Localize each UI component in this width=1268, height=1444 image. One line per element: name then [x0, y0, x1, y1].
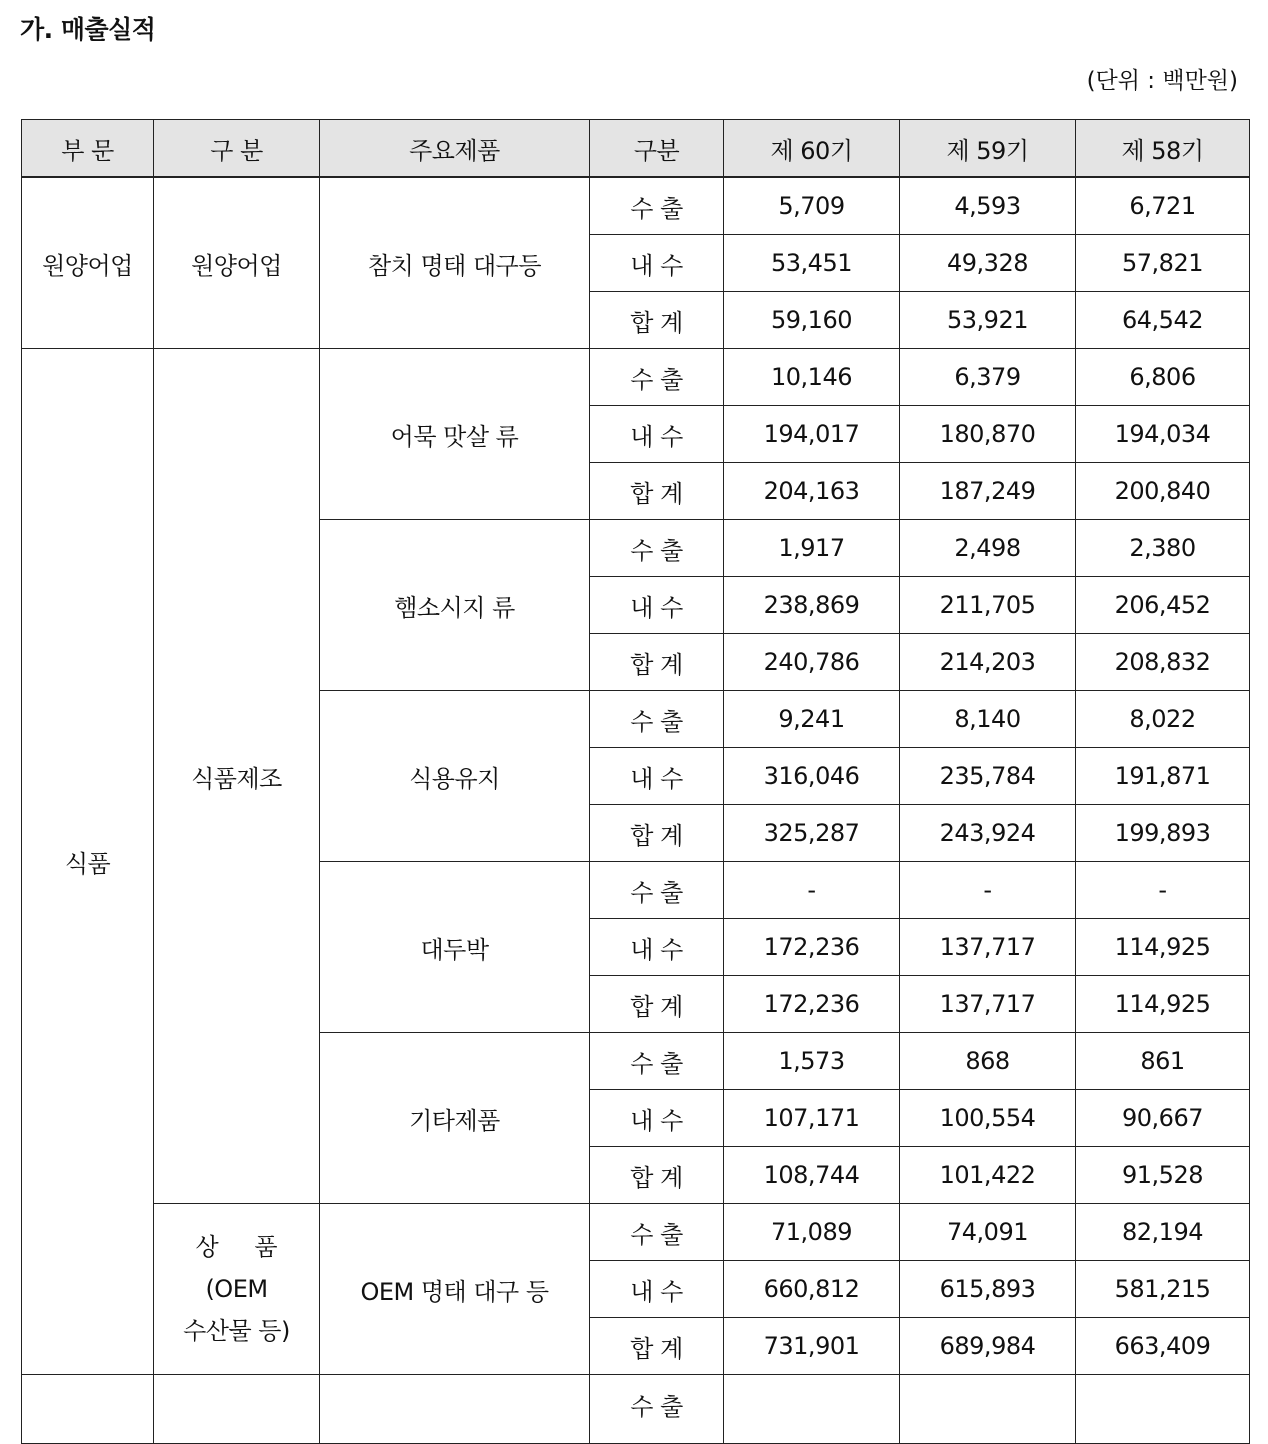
type-cell: 수 출	[590, 177, 724, 235]
value-cell	[900, 1375, 1076, 1444]
dept-cell	[22, 1375, 154, 1444]
value-cell: 114,925	[1076, 919, 1250, 976]
header-dept: 부 문	[22, 120, 154, 178]
category-cell	[154, 1375, 320, 1444]
type-cell: 합 계	[590, 1147, 724, 1204]
product-cell: 햄소시지 류	[320, 520, 590, 691]
value-cell: 238,869	[724, 577, 900, 634]
value-cell	[1076, 1375, 1250, 1444]
value-cell: 107,171	[724, 1090, 900, 1147]
table-row-partial	[22, 1375, 1250, 1444]
category-cell	[154, 1204, 320, 1375]
value-cell: 172,236	[724, 976, 900, 1033]
value-cell: 214,203	[900, 634, 1076, 691]
value-cell: 100,554	[900, 1090, 1076, 1147]
value-cell: 64,542	[1076, 292, 1250, 349]
value-cell: 6,379	[900, 349, 1076, 406]
unit-label: (단위 : 백만원)	[1086, 68, 1238, 94]
value-cell: 57,821	[1076, 235, 1250, 292]
header-period-58: 제 58기	[1076, 120, 1250, 178]
type-cell: 내 수	[590, 748, 724, 805]
type-cell: 수 출	[590, 1204, 724, 1261]
header-period-60: 제 60기	[724, 120, 900, 178]
value-cell: 4,593	[900, 177, 1076, 235]
dept-cell: 원양어업	[22, 177, 154, 349]
value-cell: 206,452	[1076, 577, 1250, 634]
header-category: 구 분	[154, 120, 320, 178]
value-cell: 137,717	[900, 976, 1076, 1033]
type-cell: 수 출	[590, 862, 724, 919]
value-cell: 49,328	[900, 235, 1076, 292]
type-cell: 내 수	[590, 577, 724, 634]
value-cell: 53,451	[724, 235, 900, 292]
value-cell: 91,528	[1076, 1147, 1250, 1204]
value-cell: 660,812	[724, 1261, 900, 1318]
value-cell: 1,917	[724, 520, 900, 577]
value-cell: 316,046	[724, 748, 900, 805]
value-cell: 6,721	[1076, 177, 1250, 235]
type-cell: 내 수	[590, 235, 724, 292]
value-cell: 172,236	[724, 919, 900, 976]
value-cell: -	[900, 862, 1076, 919]
value-cell: -	[724, 862, 900, 919]
type-cell: 합 계	[590, 634, 724, 691]
value-cell: 615,893	[900, 1261, 1076, 1318]
value-cell: 208,832	[1076, 634, 1250, 691]
value-cell: 9,241	[724, 691, 900, 748]
value-cell: 194,017	[724, 406, 900, 463]
type-cell: 수 출	[590, 349, 724, 406]
value-cell: 114,925	[1076, 976, 1250, 1033]
value-cell: 90,667	[1076, 1090, 1250, 1147]
product-cell: OEM 명태 대구 등	[320, 1204, 590, 1375]
dept-cell: 식품	[22, 349, 154, 1375]
type-cell: 합 계	[590, 292, 724, 349]
product-cell: 식용유지	[320, 691, 590, 862]
goods-label-line2: (OEM	[205, 1275, 268, 1303]
value-cell: 194,034	[1076, 406, 1250, 463]
goods-label-line3: 수산물 등)	[183, 1317, 290, 1345]
product-cell	[320, 1375, 590, 1444]
value-cell: -	[1076, 862, 1250, 919]
value-cell	[724, 1375, 900, 1444]
type-cell: 수 출	[590, 520, 724, 577]
product-cell: 참치 명태 대구등	[320, 177, 590, 349]
category-cell: 원양어업	[154, 177, 320, 349]
value-cell: 868	[900, 1033, 1076, 1090]
type-cell: 합 계	[590, 463, 724, 520]
value-cell: 200,840	[1076, 463, 1250, 520]
value-cell: 2,498	[900, 520, 1076, 577]
header-type: 구분	[590, 120, 724, 178]
value-cell: 325,287	[724, 805, 900, 862]
value-cell: 199,893	[1076, 805, 1250, 862]
value-cell: 581,215	[1076, 1261, 1250, 1318]
value-cell: 5,709	[724, 177, 900, 235]
section-title: 가. 매출실적	[20, 15, 156, 44]
goods-label-line1: 상 품	[195, 1233, 292, 1261]
value-cell: 861	[1076, 1033, 1250, 1090]
table-row	[22, 349, 1250, 406]
value-cell: 53,921	[900, 292, 1076, 349]
value-cell: 101,422	[900, 1147, 1076, 1204]
type-cell: 합 계	[590, 976, 724, 1033]
category-cell: 식품제조	[154, 349, 320, 1204]
type-cell: 내 수	[590, 1261, 724, 1318]
value-cell: 243,924	[900, 805, 1076, 862]
value-cell: 8,022	[1076, 691, 1250, 748]
table-row	[22, 177, 1250, 235]
type-cell: 수 출	[590, 691, 724, 748]
type-cell: 수 출	[590, 1375, 724, 1444]
product-cell: 기타제품	[320, 1033, 590, 1204]
value-cell: 731,901	[724, 1318, 900, 1375]
value-cell: 6,806	[1076, 349, 1250, 406]
table-row	[22, 1204, 1250, 1261]
value-cell: 59,160	[724, 292, 900, 349]
sales-table	[21, 119, 1250, 1444]
value-cell: 82,194	[1076, 1204, 1250, 1261]
value-cell: 1,573	[724, 1033, 900, 1090]
type-cell: 내 수	[590, 406, 724, 463]
value-cell: 240,786	[724, 634, 900, 691]
product-cell: 어묵 맛살 류	[320, 349, 590, 520]
value-cell: 10,146	[724, 349, 900, 406]
type-cell: 수 출	[590, 1033, 724, 1090]
value-cell: 180,870	[900, 406, 1076, 463]
value-cell: 2,380	[1076, 520, 1250, 577]
value-cell: 108,744	[724, 1147, 900, 1204]
value-cell: 663,409	[1076, 1318, 1250, 1375]
header-product: 주요제품	[320, 120, 590, 178]
value-cell: 8,140	[900, 691, 1076, 748]
value-cell: 71,089	[724, 1204, 900, 1261]
value-cell: 74,091	[900, 1204, 1076, 1261]
type-cell: 합 계	[590, 1318, 724, 1375]
value-cell: 204,163	[724, 463, 900, 520]
value-cell: 689,984	[900, 1318, 1076, 1375]
value-cell: 191,871	[1076, 748, 1250, 805]
header-row	[22, 120, 1250, 178]
value-cell: 235,784	[900, 748, 1076, 805]
product-cell: 대두박	[320, 862, 590, 1033]
value-cell: 137,717	[900, 919, 1076, 976]
value-cell: 187,249	[900, 463, 1076, 520]
header-period-59: 제 59기	[900, 120, 1076, 178]
value-cell: 211,705	[900, 577, 1076, 634]
type-cell: 내 수	[590, 1090, 724, 1147]
type-cell: 내 수	[590, 919, 724, 976]
type-cell: 합 계	[590, 805, 724, 862]
